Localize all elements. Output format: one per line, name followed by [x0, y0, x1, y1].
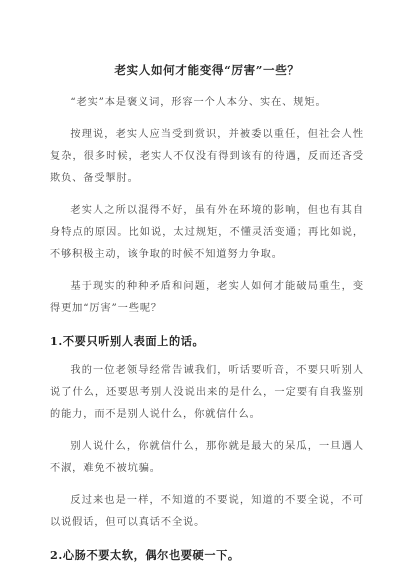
intro-paragraph-1: “老实”本是褒义词，形容一个人本分、实在、规矩。 — [70, 97, 327, 108]
document-title: 老实人如何才能变得“厉害”一些？ — [114, 63, 300, 77]
intro-paragraph-2: 按理说，老实人应当受到赏识，并被委以重任，但社会人性复杂，很多时候，老实人不仅没有得到该有的待遇，反而还吝受欺负、备受掣肘。 — [50, 129, 364, 184]
section-1-heading: 1.不要只听别人表面上的话。 — [50, 334, 205, 348]
intro-paragraph-3: 老实人之所以混得不好，虽有外在环境的影响，但也有其自身特点的原因。比如说，太过规矩，不懂灵活变通；再比如说，不够积极主动，该争取的时候不知道努力争取。 — [50, 205, 364, 260]
section-1-paragraph-3: 反过来也是一样，不知道的不要说，知道的不要全说，不可以说假话，但可以真话不全说。 — [50, 495, 364, 528]
intro-paragraph-4: 基于现实的种种矛盾和问题，老实人如何才能破局重生，变得更加“厉害”一些呢？ — [50, 281, 364, 314]
section-1-paragraph-1: 我的一位老领导经常告诫我们，听话要听音，不要只听别人说了什么，还要思考别人没说出来的是什么，一定要有自我鉴别的能力，而不是别人说什么，你就信什么。 — [50, 365, 364, 420]
section-1-paragraph-2: 别人说什么，你就信什么，那你就是最大的呆瓜，一旦遇人不淑，难免不被坑骗。 — [50, 441, 364, 474]
section-2-heading: 2.心肠不要太软，偶尔也要硬一下。 — [50, 548, 240, 562]
